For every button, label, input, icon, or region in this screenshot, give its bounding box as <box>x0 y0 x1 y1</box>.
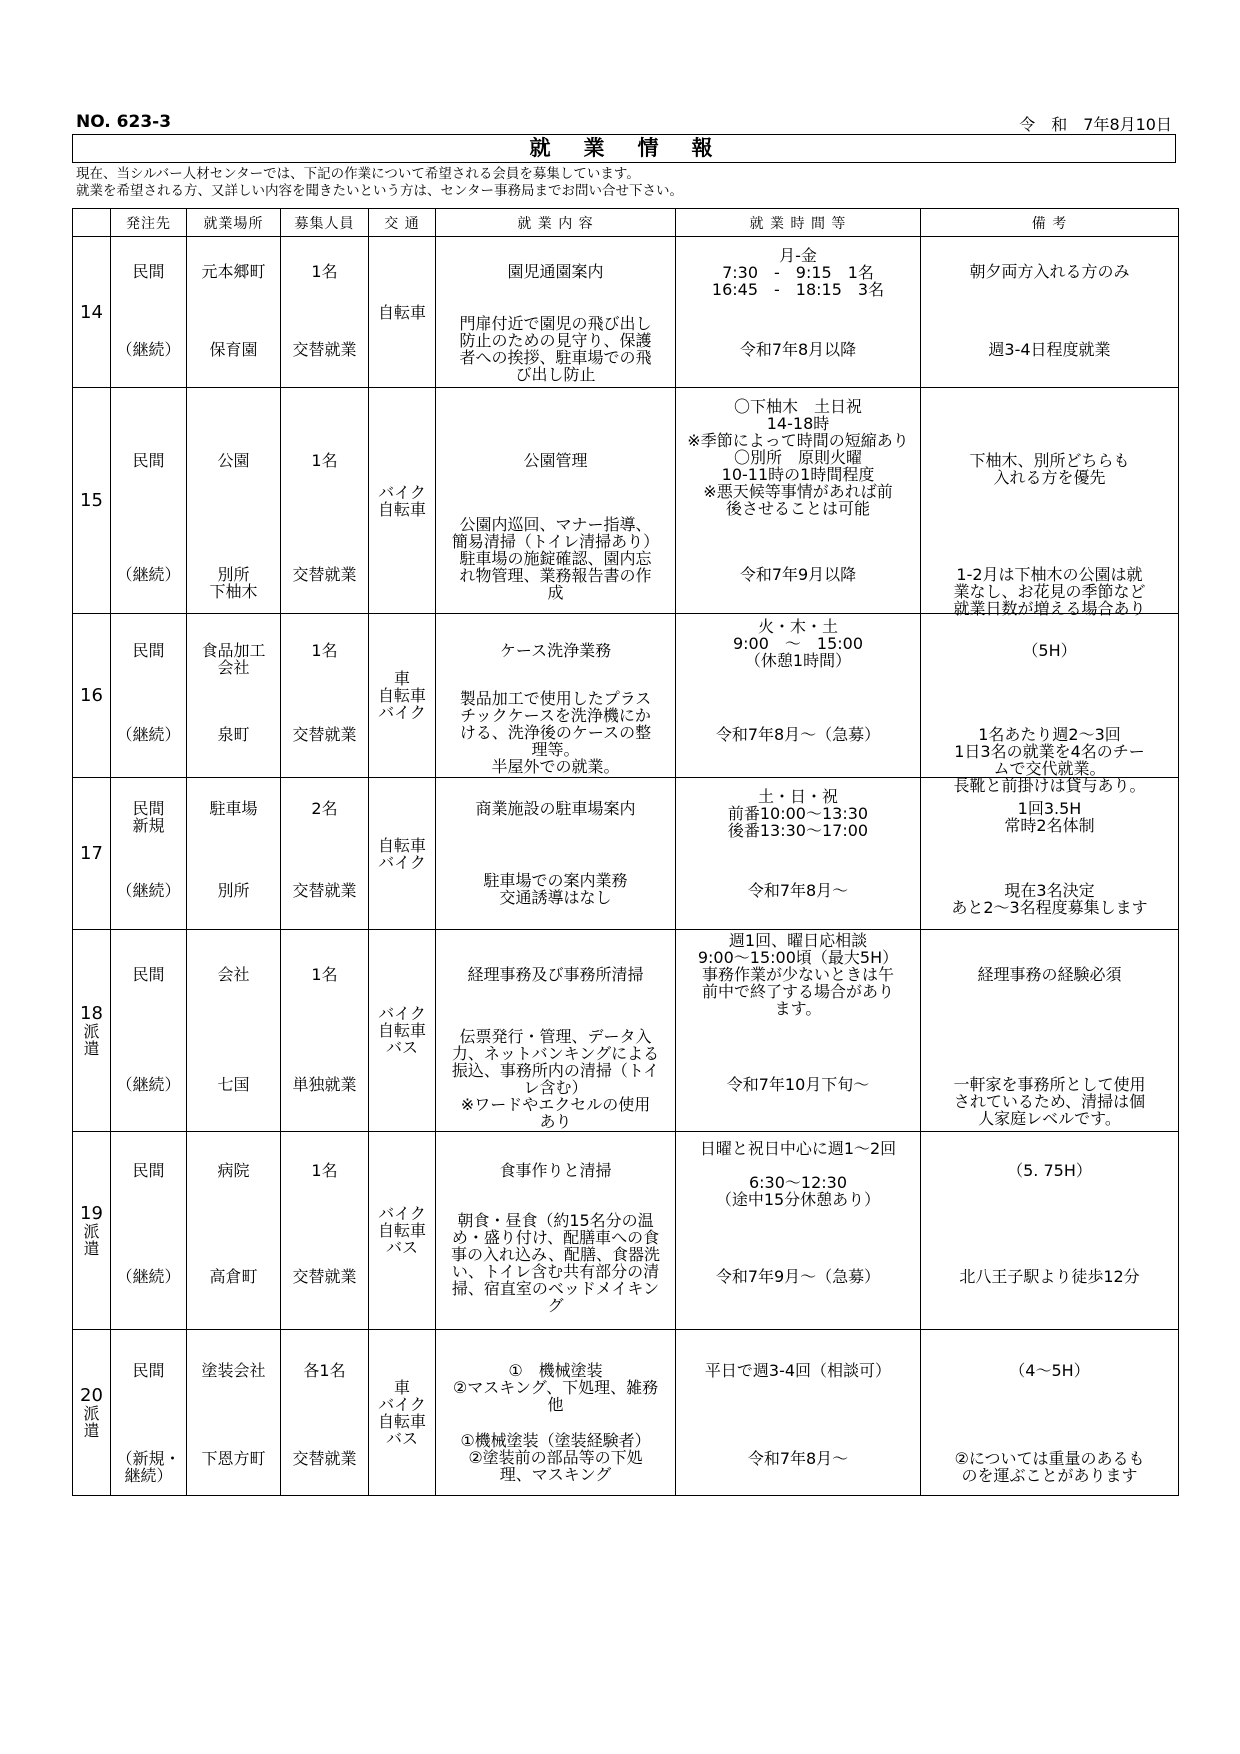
count-cell-bottom: 交替就業 <box>292 565 357 584</box>
content-cell-bottom: 朝食・昼食（約15名分の温 め・盛り付け、配膳車への食 事の入れ込み、配膳、食器洗 い、トイレ含む共有部分の清 掃、宿直室のベッドメイキン グ <box>451 1211 660 1315</box>
note-cell-top: 朝夕両方入れる方のみ <box>969 262 1130 281</box>
count-cell-top: 1名 <box>311 1161 338 1180</box>
job-number <box>73 388 111 614</box>
note-cell-bottom: ②については重量のあるも のを運ぶことがあります <box>954 1449 1145 1485</box>
document-date: 令 和 7年8月10日 <box>1019 115 1172 134</box>
count-cell <box>281 1330 369 1496</box>
document-number: NO. 623-3 <box>76 112 172 132</box>
client-cell-top: 民間 <box>132 451 165 470</box>
job-number <box>73 1330 111 1496</box>
client-cell-bottom: （継続） <box>116 1267 181 1286</box>
time-cell-bottom: 令和7年9月以降 <box>739 565 857 584</box>
time-cell-top: 火・木・土 9:00 ～ 15:00 （休憩1時間） <box>732 617 864 670</box>
count-cell-bottom: 交替就業 <box>292 1449 357 1468</box>
count-cell <box>281 1132 369 1330</box>
job-number-value: 15 <box>80 490 103 511</box>
count-cell-bottom: 交替就業 <box>292 1267 357 1286</box>
transport-cell: バイク 自転車 <box>369 388 436 614</box>
col-header-transport: 交 通 <box>369 209 436 237</box>
content-cell <box>436 778 676 930</box>
dispatch-label: 派 遣 <box>83 1222 100 1258</box>
place-cell-bottom: 下恩方町 <box>201 1449 266 1468</box>
note-cell-bottom: 北八王子駅より徒歩12分 <box>959 1267 1140 1286</box>
client-cell-top: 民間 新規 <box>132 799 165 835</box>
content-cell-top: 商業施設の駐車場案内 <box>475 799 636 818</box>
time-cell <box>676 930 921 1132</box>
dispatch-label: 派 遣 <box>83 1404 100 1440</box>
header-row <box>73 112 1177 134</box>
client-cell <box>111 1132 187 1330</box>
time-cell-bottom: 令和7年8月以降 <box>739 340 857 359</box>
note-cell-top: 下柚木、別所どちらも 入れる方を優先 <box>969 451 1130 487</box>
job-table <box>72 208 1179 1496</box>
place-cell-top: 食品加工 会社 <box>201 641 266 677</box>
job-number-value: 17 <box>80 843 103 864</box>
note-cell <box>921 1330 1179 1496</box>
col-header-content: 就 業 内 容 <box>436 209 676 237</box>
place-cell <box>187 614 281 778</box>
note-cell <box>921 614 1179 795</box>
place-cell <box>187 1330 281 1496</box>
content-cell-top: ① 機械塗装 ②マスキング、下処理、雑務 他 <box>452 1361 659 1414</box>
content-cell-bottom: 駐車場での案内業務 交通誘導はなし <box>483 871 628 907</box>
job-number <box>73 237 111 388</box>
table-row <box>73 388 1179 614</box>
intro-line: 就業を希望される方、又詳しい内容を聞きたいという方は、センター事務局までお問い合せ下さい。 <box>76 183 683 199</box>
place-cell-bottom: 別所 <box>217 881 250 900</box>
time-cell <box>676 778 921 930</box>
page-title: 就 業 情 報 <box>72 134 1176 163</box>
dispatch-label: 派 遣 <box>83 1022 100 1058</box>
note-cell-bottom: 一軒家を事務所として使用 されているため、清掃は個 人家庭レベルです。 <box>953 1075 1146 1128</box>
content-cell-bottom: 門扉付近で園児の飛び出し 防止のための見守り、保護 者への挨拶、駐車場での飛 び出し防止 <box>459 314 652 384</box>
job-number <box>73 778 111 930</box>
place-cell-bottom: 泉町 <box>217 725 250 744</box>
place-cell-bottom: 七国 <box>217 1075 250 1094</box>
table-row <box>73 237 1179 388</box>
client-cell-top: 民間 <box>132 1161 165 1180</box>
place-cell <box>187 778 281 930</box>
client-cell <box>111 1330 187 1496</box>
content-cell <box>436 237 676 388</box>
note-cell-top: （5H） <box>1022 641 1077 660</box>
content-cell <box>436 1132 676 1330</box>
note-cell <box>921 388 1179 618</box>
note-cell-top: 1回3.5H 常時2名体制 <box>1004 799 1095 835</box>
time-cell-bottom: 令和7年10月下旬～ <box>726 1075 870 1094</box>
content-cell-top: 公園管理 <box>523 451 588 470</box>
table-row <box>73 1132 1179 1330</box>
content-cell <box>436 614 676 778</box>
content-cell-bottom: 製品加工で使用したプラス チックケースを洗浄機にか ける、洗浄後のケースの整 理等。 半屋外での就業。 <box>459 689 652 776</box>
client-cell <box>111 388 187 614</box>
client-cell-bottom: （新規・ 継続） <box>116 1449 181 1485</box>
content-cell-top: 経理事務及び事務所清掃 <box>467 965 644 984</box>
transport-cell: バイク 自転車 バス <box>369 1132 436 1330</box>
job-number-value: 20 <box>80 1385 103 1406</box>
note-cell-bottom: 現在3名決定 あと2～3名程度募集します <box>951 881 1148 917</box>
time-cell-bottom: 令和7年8月～ <box>747 881 849 900</box>
place-cell-top: 病院 <box>217 1161 250 1180</box>
time-cell-top: 〇下柚木 土日祝 14-18時 ※季節によって時間の短縮あり 〇別所 原則火曜 10-11時の1時間程度 ※悪天候等事情があれば前 後させることは可能 <box>687 397 909 518</box>
intro-line: 現在、当シルバー人材センターでは、下記の作業について希望される会員を募集しています。 <box>76 166 640 182</box>
place-cell-top: 塗装会社 <box>201 1361 266 1380</box>
time-cell <box>676 237 921 388</box>
content-cell <box>436 388 676 614</box>
count-cell-bottom: 交替就業 <box>292 340 357 359</box>
table-row <box>73 930 1179 1132</box>
place-cell <box>187 1132 281 1330</box>
count-cell-top: 1名 <box>311 451 338 470</box>
place-cell-bottom: 別所 下柚木 <box>209 565 258 601</box>
job-number-value: 19 <box>80 1203 103 1224</box>
col-header-client: 発注先 <box>111 209 187 237</box>
count-cell <box>281 237 369 388</box>
note-cell-bottom: 1-2月は下柚木の公園は就 業なし、お花見の季節など 就業日数が増える場合あり <box>953 565 1146 618</box>
note-cell <box>921 778 1179 930</box>
count-cell <box>281 930 369 1132</box>
place-cell-top: 会社 <box>217 965 250 984</box>
count-cell <box>281 614 369 778</box>
client-cell-bottom: （継続） <box>116 725 181 744</box>
job-number <box>73 1132 111 1330</box>
content-cell <box>436 1330 676 1496</box>
note-cell-bottom: 週3-4日程度就業 <box>988 340 1111 359</box>
job-number <box>73 930 111 1132</box>
col-header-time: 就 業 時 間 等 <box>676 209 921 237</box>
place-cell <box>187 237 281 388</box>
time-cell-top: 平日で週3-4回（相談可） <box>704 1361 892 1380</box>
client-cell <box>111 614 187 778</box>
table-row <box>73 1330 1179 1496</box>
transport-cell: 車 バイク 自転車 バス <box>369 1330 436 1496</box>
client-cell-bottom: （継続） <box>116 340 181 359</box>
table-row <box>73 778 1179 930</box>
client-cell-top: 民間 <box>132 1361 165 1380</box>
note-cell-bottom: 1名あたり週2～3回 1日3名の就業を4名のチー ムで交代就業。 長靴と前掛けは貸与あり。 <box>953 725 1146 795</box>
count-cell-top: 1名 <box>311 641 338 660</box>
content-cell-bottom: ①機械塗装（塗装経験者） ②塗装前の部品等の下処 理、マスキング <box>460 1431 651 1484</box>
time-cell-top: 日曜と祝日中心に週1～2回 6:30～12:30 （途中15分休憩あり） <box>699 1139 897 1209</box>
note-cell <box>921 237 1179 388</box>
job-number <box>73 614 111 778</box>
job-number-value: 18 <box>80 1003 103 1024</box>
client-cell-bottom: （継続） <box>116 881 181 900</box>
place-cell-top: 元本郷町 <box>201 262 266 281</box>
time-cell <box>676 614 921 778</box>
content-cell-top: ケース洗浄業務 <box>499 641 612 660</box>
col-header-no <box>73 209 111 237</box>
note-cell-top: （4～5H） <box>1009 1361 1090 1380</box>
job-number-value: 16 <box>80 685 103 706</box>
count-cell-top: 1名 <box>311 965 338 984</box>
content-cell-top: 園児通園案内 <box>507 262 604 281</box>
place-cell-top: 駐車場 <box>209 799 258 818</box>
count-cell <box>281 388 369 614</box>
place-cell-top: 公園 <box>217 451 250 470</box>
client-cell-top: 民間 <box>132 641 165 660</box>
table-header-row <box>73 209 1179 237</box>
note-cell <box>921 1132 1179 1330</box>
client-cell-bottom: （継続） <box>116 1075 181 1094</box>
content-cell <box>436 930 676 1132</box>
client-cell-bottom: （継続） <box>116 565 181 584</box>
time-cell-bottom: 令和7年9月～（急募） <box>715 1267 881 1286</box>
time-cell <box>676 1330 921 1496</box>
note-cell-top: （5. 75H） <box>1007 1161 1092 1180</box>
note-cell-top: 経理事務の経験必須 <box>977 965 1122 984</box>
col-header-place: 就業場所 <box>187 209 281 237</box>
place-cell-bottom: 高倉町 <box>209 1267 258 1286</box>
client-cell <box>111 778 187 930</box>
client-cell-top: 民間 <box>132 262 165 281</box>
time-cell-top: 週1回、曜日応相談 9:00～15:00頃（最大5H） 事務作業が少ないときは午 前中で終了する場合があり ます。 <box>697 931 899 1018</box>
transport-cell: 自転車 <box>369 237 436 388</box>
transport-cell: 車 自転車 バイク <box>369 614 436 778</box>
transport-cell: バイク 自転車 バス <box>369 930 436 1132</box>
table-row <box>73 614 1179 778</box>
count-cell-bottom: 単独就業 <box>292 1075 357 1094</box>
count-cell-top: 2名 <box>311 799 338 818</box>
client-cell <box>111 930 187 1132</box>
intro-text <box>76 166 1176 200</box>
time-cell <box>676 1132 921 1330</box>
count-cell <box>281 778 369 930</box>
place-cell-bottom: 保育園 <box>209 340 258 359</box>
count-cell-top: 1名 <box>311 262 338 281</box>
content-cell-bottom: 伝票発行・管理、データ入 力、ネットバンキングによる 振込、事務所内の清掃（トイ レ含む） ※ワードやエクセルの使用 あり <box>451 1027 660 1131</box>
count-cell-top: 各1名 <box>303 1361 346 1380</box>
transport-cell: 自転車 バイク <box>369 778 436 930</box>
client-cell-top: 民間 <box>132 965 165 984</box>
time-cell-top: 月-金 7:30 - 9:15 1名 16:45 - 18:15 3名 <box>711 246 885 299</box>
note-cell <box>921 930 1179 1132</box>
time-cell <box>676 388 921 614</box>
col-header-count: 募集人員 <box>281 209 369 237</box>
job-number-value: 14 <box>80 301 103 323</box>
time-cell-top: 土・日・祝 前番10:00～13:30 後番13:30～17:00 <box>727 787 869 840</box>
place-cell <box>187 930 281 1132</box>
time-cell-bottom: 令和7年8月～ <box>747 1449 849 1468</box>
client-cell <box>111 237 187 388</box>
place-cell <box>187 388 281 614</box>
count-cell-bottom: 交替就業 <box>292 881 357 900</box>
time-cell-bottom: 令和7年8月～（急募） <box>715 725 881 744</box>
content-cell-bottom: 公園内巡回、マナー指導、 簡易清掃（トイレ清掃あり） 駐車場の施錠確認、園内忘 れ物管理、業務報告書の作 成 <box>451 515 660 602</box>
count-cell-bottom: 交替就業 <box>292 725 357 744</box>
content-cell-top: 食事作りと清掃 <box>499 1161 612 1180</box>
col-header-note: 備 考 <box>921 209 1179 237</box>
